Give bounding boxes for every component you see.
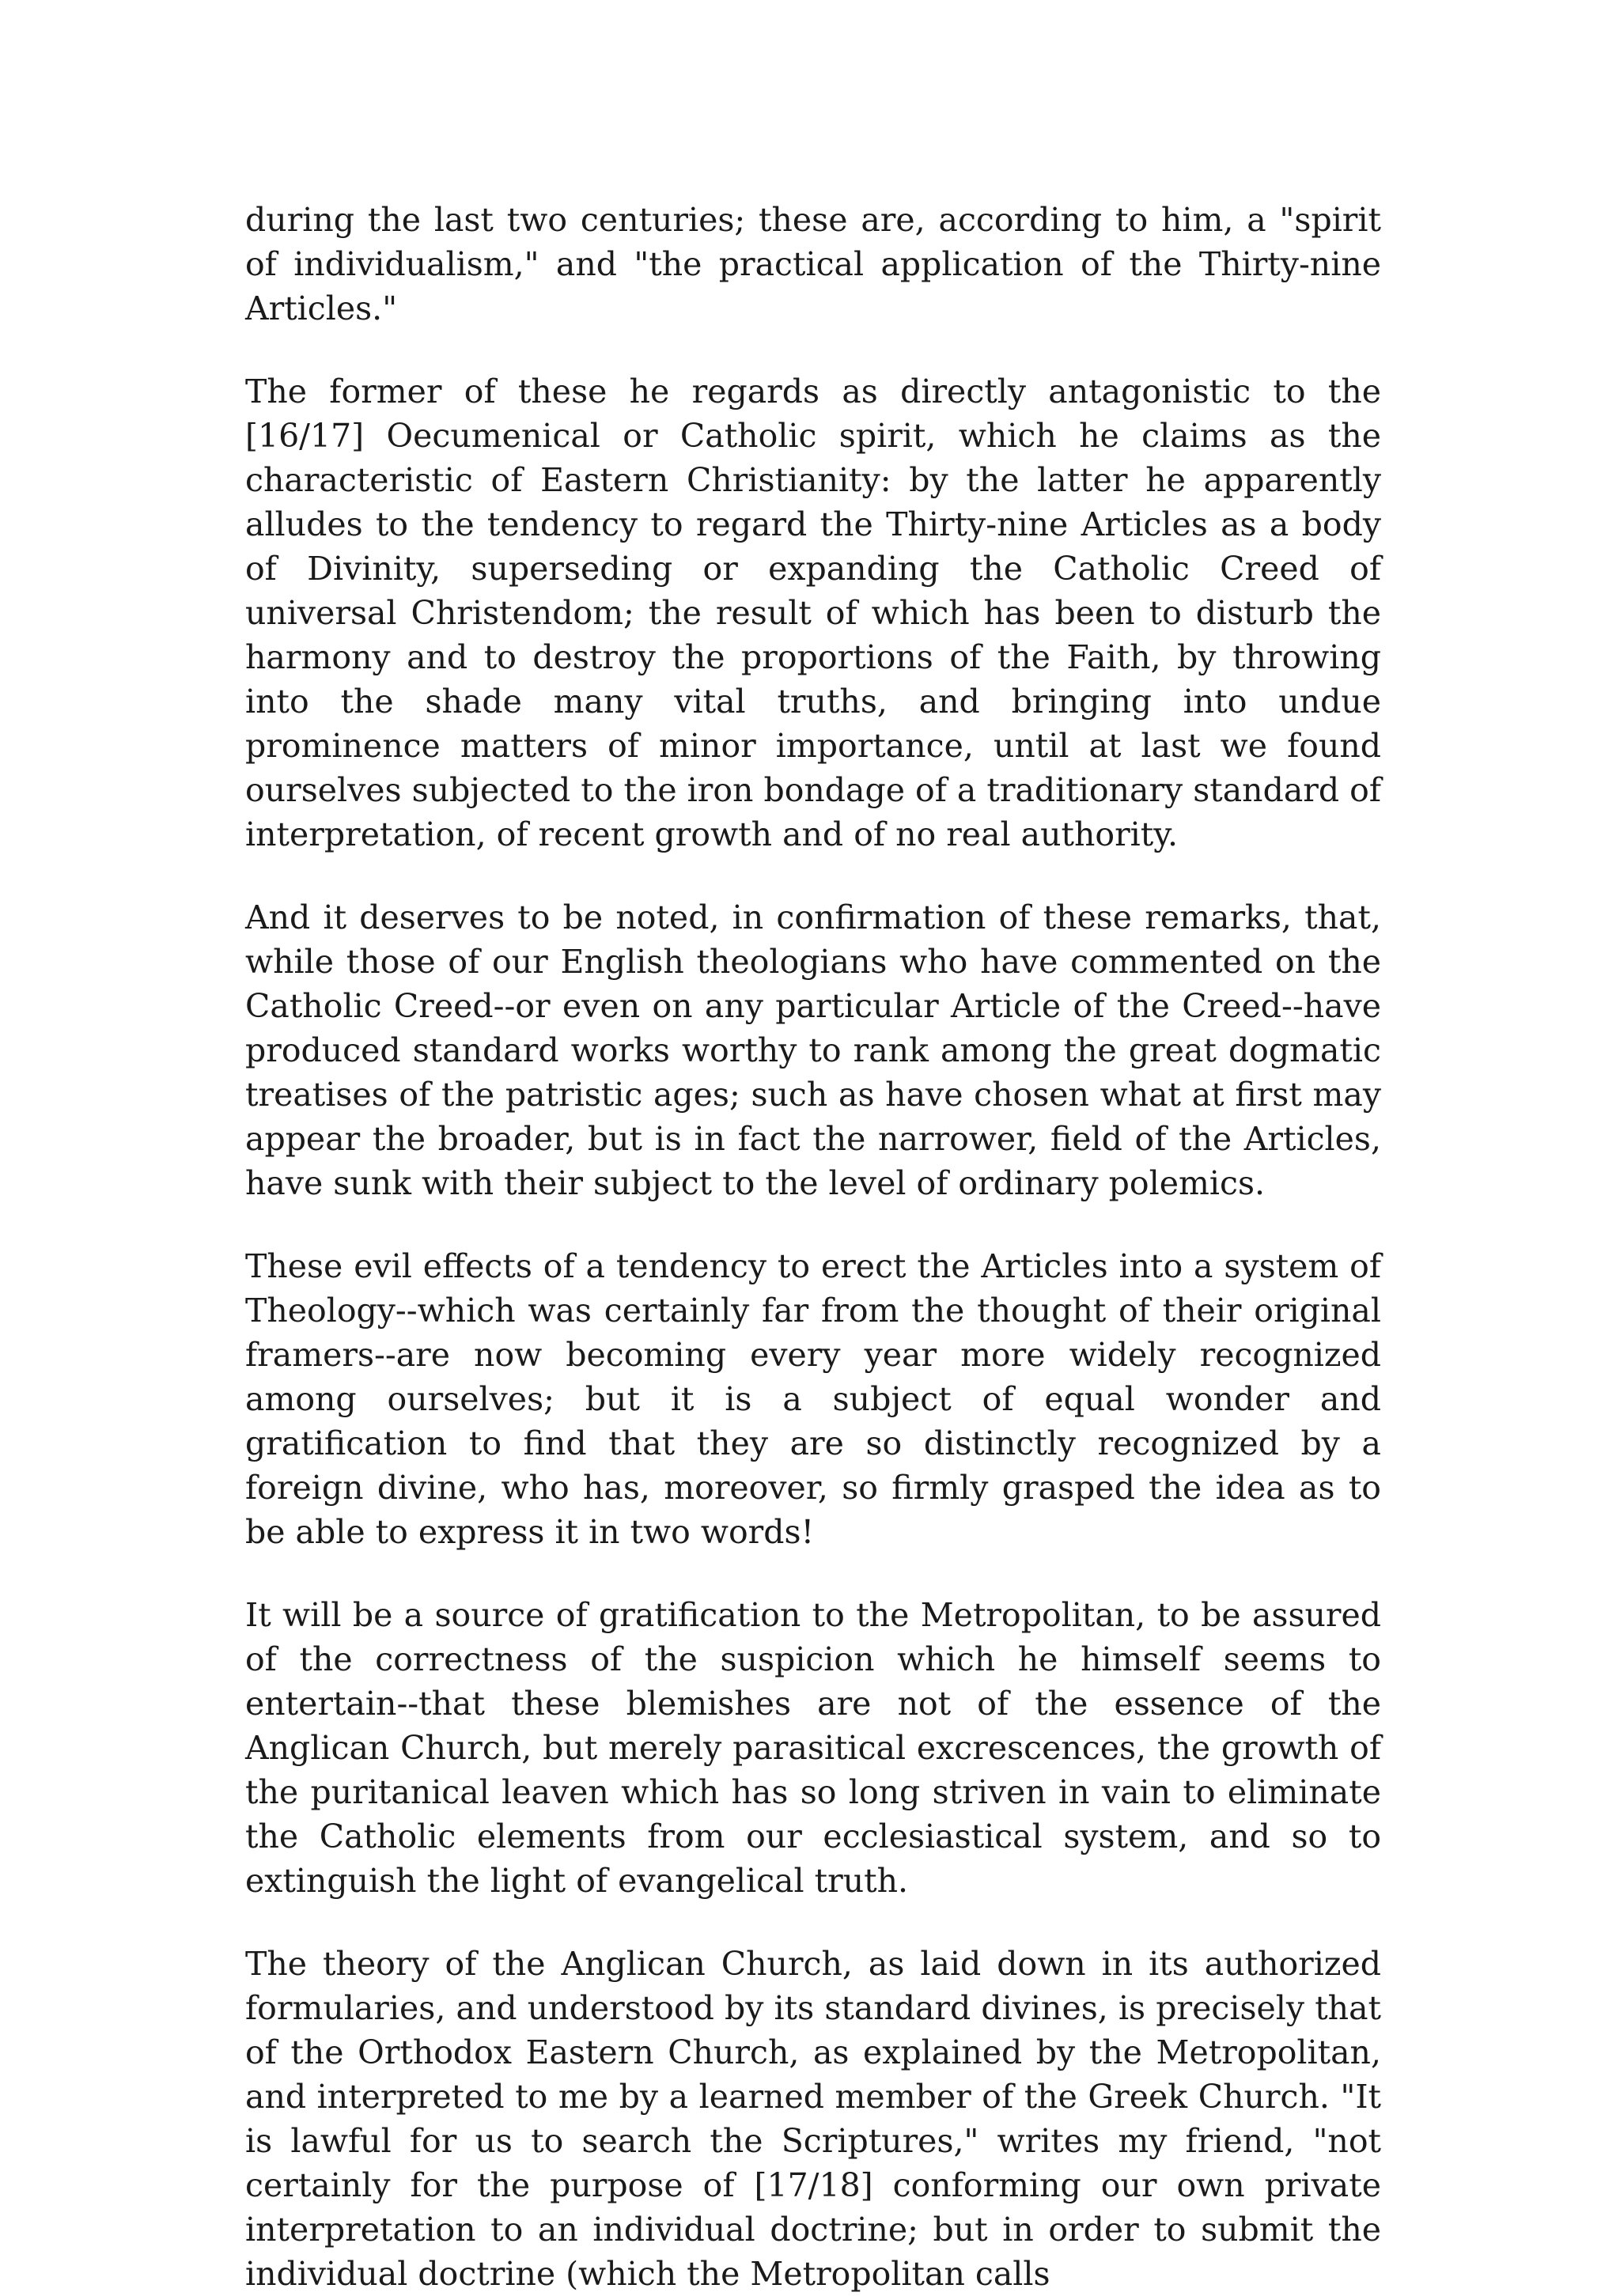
paragraph-6: The theory of the Anglican Church, as laid down in its authorized formularies, and understood by its standard divines, is precisely that of the Orthodox Eastern Church, as explained by the Metropolitan, and interpreted to me by a learned member of the Greek Church. "It is lawful for us to search the Scriptures," writes my friend, "not certainly for the purpose of [17/18] conforming our own private interpretation to an individual doctrine; but in order to submit the individual doctrine (which the Metropolitan calls [245, 1945, 1381, 2293]
paragraph-5: It will be a source of gratification to the Metropolitan, to be assured of the correctness of the suspicion which he himself seems to entertain--that these blemishes are not of the essence of the Anglican Church, but merely parasitical excrescences, the growth of the puritanical leaven which has so long striven in vain to eliminate the Catholic elements from our ecclesiastical system, and so to extinguish the light of evangelical truth. [245, 1596, 1381, 1900]
paragraph-3: And it deserves to be noted, in confirmation of these remarks, that, while those of our English theologians who have commented on the Catholic Creed--or even on any particular Article of the Creed--have produced standard works worthy to rank among the great dogmatic treatises of the patristic ages; such as have chosen what at first may appear the broader, but is in fact the narrower, field of the Articles, have sunk with their subject to the level of ordinary polemics. [245, 898, 1381, 1202]
paragraph-2: The former of these he regards as directly antagonistic to the [16/17] Oecumenical or Catholic spirit, which he claims as the characteristic of Eastern Christianity: by the latter he apparently alludes to the tendency to regard the Thirty-nine Articles as a body of Divinity, superseding or expanding the Catholic Creed of universal Christendom; the result of which has been to disturb the harmony and to destroy the proportions of the Faith, by throwing into the shade many vital truths, and bringing into undue prominence matters of minor importance, until at last we found ourselves subjected to the iron bondage of a traditionary standard of interpretation, of recent growth and of no real authority. [245, 373, 1381, 853]
paragraph-4: These evil effects of a tendency to erect the Articles into a system of Theology--which was certainly far from the thought of their original framers--are now becoming every year more widely recognized among ourselves; but it is a subject of equal wonder and gratification to find that they are so distinctly recognized by a foreign divine, who has, moreover, so firmly grasped the idea as to be able to express it in two words! [245, 1247, 1381, 1551]
document-page [245, 198, 1381, 2296]
paragraph-1: during the last two centuries; these are, according to him, a "spirit of individualism," and "the practical application of the Thirty-nine Articles." [245, 201, 1381, 327]
